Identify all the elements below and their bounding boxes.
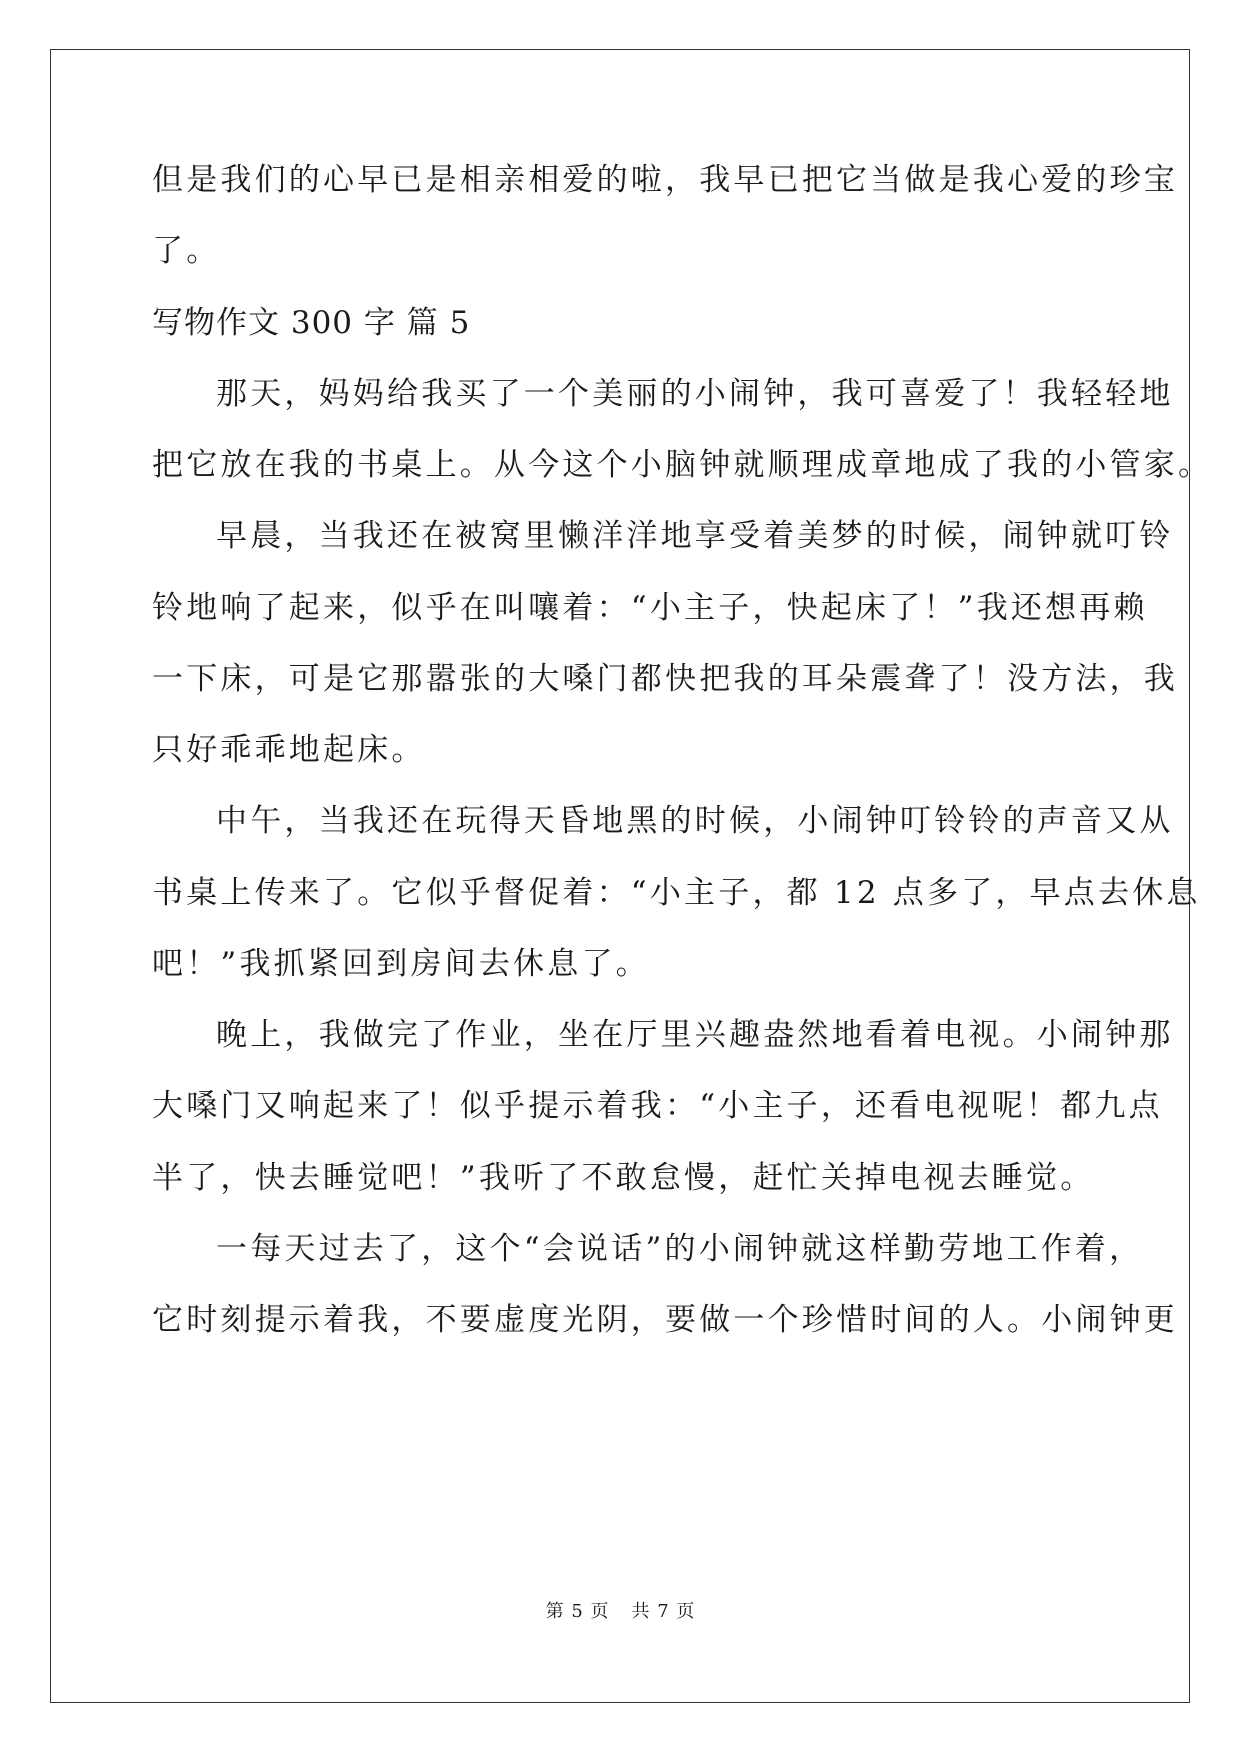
text-line: 它时刻提示着我，不要虚度光阴，要做一个珍惜时间的人。小闹钟更 bbox=[152, 1302, 1178, 1338]
text-line: 吧！”我抓紧回到房间去休息了。 bbox=[152, 946, 650, 982]
page-footer bbox=[0, 1600, 1241, 1624]
page-total: 共 7 页 bbox=[631, 1601, 696, 1622]
text-line: 半了，快去睡觉吧！”我听了不敢怠慢，赶忙关掉电视去睡觉。 bbox=[152, 1160, 1095, 1196]
text-line: 那天，妈妈给我买了一个美丽的小闹钟，我可喜爱了！我轻轻地 bbox=[216, 376, 1174, 412]
text-line: 铃地响了起来，似乎在叫嚷着：“小主子，快起床了！”我还想再赖 bbox=[152, 590, 1148, 626]
text-line: 大嗓门又响起来了！似乎提示着我：“小主子，还看电视呢！都九点 bbox=[152, 1088, 1163, 1124]
text-line: 早晨，当我还在被窝里懒洋洋地享受着美梦的时候，闹钟就叮铃 bbox=[216, 518, 1174, 554]
page-number: 第 5 页 bbox=[545, 1601, 610, 1622]
text-line: 把它放在我的书桌上。从今这个小脑钟就顺理成章地成了我的小管家。 bbox=[152, 447, 1213, 483]
text-line: 中午，当我还在玩得天昏地黑的时候，小闹钟叮铃铃的声音又从 bbox=[216, 803, 1174, 839]
text-line: 一下床，可是它那嚣张的大嗓门都快把我的耳朵震聋了！没方法，我 bbox=[152, 661, 1178, 697]
text-line: 只好乖乖地起床。 bbox=[152, 732, 426, 768]
text-line: 一每天过去了，这个“会说话”的小闹钟就这样勤劳地工作着， bbox=[216, 1231, 1144, 1267]
text-line: 但是我们的心早已是相亲相爱的啦，我早已把它当做是我心爱的珍宝 bbox=[152, 162, 1178, 198]
text-line: 晚上，我做完了作业，坐在厅里兴趣盎然地看着电视。小闹钟那 bbox=[216, 1017, 1174, 1053]
text-line: 了。 bbox=[152, 233, 221, 269]
section-heading: 写物作文 300 字 篇 5 bbox=[152, 305, 471, 341]
text-line: 书桌上传来了。它似乎督促着：“小主子，都 12 点多了，早点去休息 bbox=[152, 875, 1201, 911]
